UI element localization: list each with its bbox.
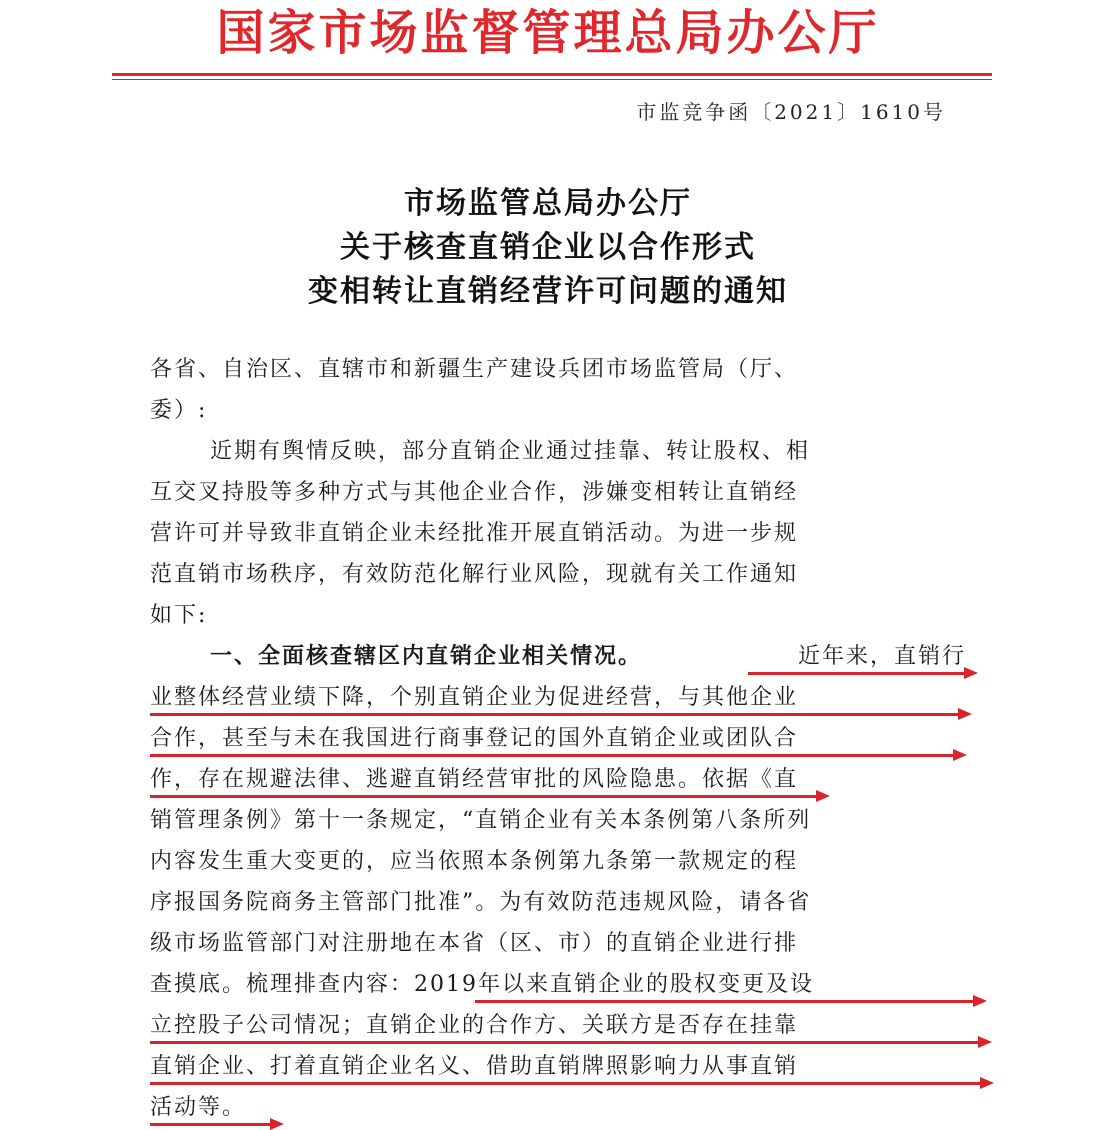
underline-arrow <box>150 1041 980 1044</box>
section-line: 级市场监管部门对注册地在本省（区、市）的直销企业进行排 <box>150 931 799 956</box>
agency-letterhead: 国家市场监督管理总局办公厅 <box>216 5 880 61</box>
section-line: 序报国务院商务主管部门批准”。为有效防范违规风险，请各省 <box>150 890 812 915</box>
underline-arrow <box>748 672 966 675</box>
title-line-2: 关于核查直销企业以合作形式 <box>340 230 756 265</box>
letterhead-rule-thick <box>112 73 992 76</box>
section-line <box>150 964 966 1005</box>
section-line <box>150 1046 966 1087</box>
section-first-line <box>150 636 966 677</box>
section-line <box>150 759 966 800</box>
section-line: 内容发生重大变更的，应当依照本条例第九条第一款规定的程 <box>150 849 799 874</box>
underline-arrow <box>150 1082 982 1085</box>
section-line <box>150 677 966 718</box>
section-line <box>150 1005 966 1046</box>
section-text: 合作，甚至与未在我国进行商事登记的国外直销企业或团队合 <box>150 726 799 751</box>
paragraph-line: 互交叉持股等多种方式与其他企业合作，涉嫌变相转让直销经 <box>150 480 799 505</box>
paragraph-line: 营许可并导致非直销企业未经批准开展直销活动。为进一步规 <box>150 521 799 546</box>
section-text: 查摸底。梳理排查内容：2019年以来直销企业的股权变更及设 <box>150 972 814 997</box>
addressee-line: 委）: <box>150 398 208 423</box>
section-text: 活动等。 <box>150 1095 247 1120</box>
underline-arrow <box>475 1000 975 1003</box>
section-heading: 一、全面核查辖区内直销企业相关情况。 <box>210 644 643 669</box>
section-line: 销管理条例》第十一条规定，“直销企业有关本条例第八条所列 <box>150 808 812 833</box>
document-body <box>150 349 966 1128</box>
section-line <box>150 718 966 759</box>
letterhead-rule-thin <box>112 79 992 80</box>
addressee-line: 各省、自治区、直辖市和新疆生产建设兵团市场监管局（厅、 <box>150 357 799 382</box>
underline-arrow <box>150 795 818 798</box>
section-text: 直销企业、打着直销企业名义、借助直销牌照影响力从事直销 <box>150 1054 799 1079</box>
underline-arrow <box>150 713 960 716</box>
paragraph-line: 如下: <box>150 603 208 628</box>
section-text: 近年来，直销行 <box>797 644 966 669</box>
title-line-3: 变相转让直销经营许可问题的通知 <box>308 274 788 309</box>
document-number: 市监竞争函〔2021〕1610号 <box>636 100 946 124</box>
underline-arrow <box>150 754 955 757</box>
section-text: 立控股子公司情况；直销企业的合作方、关联方是否存在挂靠 <box>150 1013 799 1038</box>
section-line <box>150 1087 966 1128</box>
section-text: 业整体经营业绩下降，个别直销企业为促进经营，与其他企业 <box>150 685 799 710</box>
title-line-1: 市场监管总局办公厅 <box>404 186 692 221</box>
underline-arrow <box>150 1123 272 1126</box>
paragraph-line: 近期有舆情反映，部分直销企业通过挂靠、转让股权、相 <box>210 439 811 464</box>
paragraph-line: 范直销市场秩序，有效防范化解行业风险，现就有关工作通知 <box>150 562 799 587</box>
section-text: 作，存在规避法律、逃避直销经营审批的风险隐患。依据《直 <box>150 767 799 792</box>
